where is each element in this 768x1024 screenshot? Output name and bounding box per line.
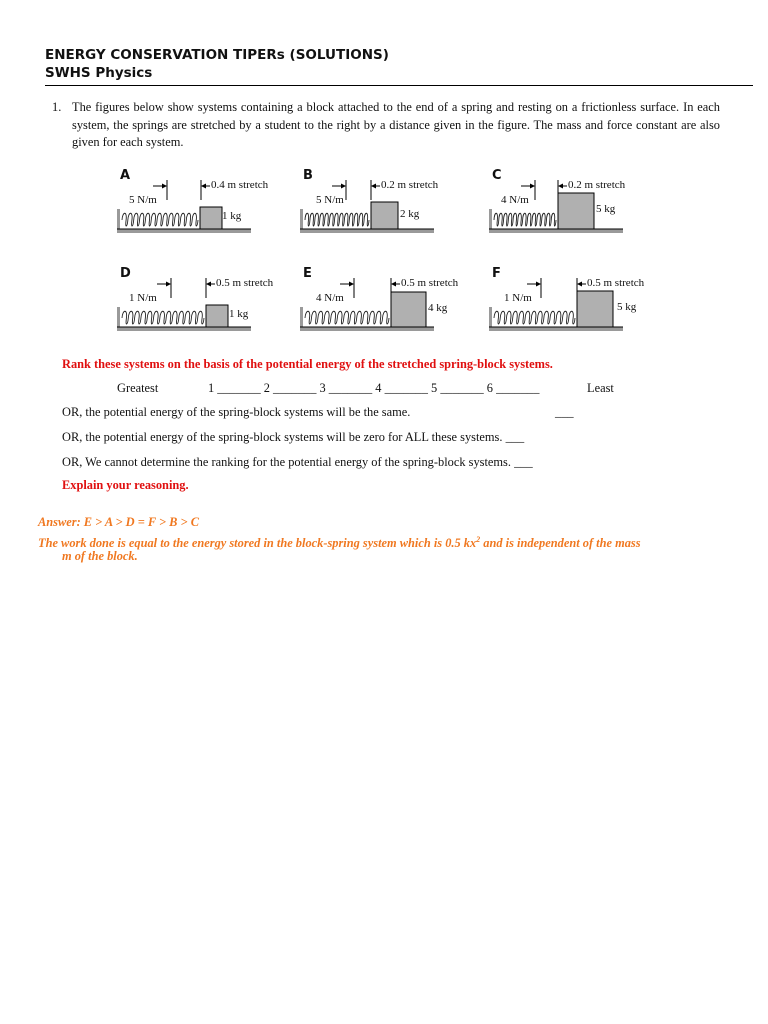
- block: [371, 202, 398, 229]
- answer-superscript: 2: [476, 535, 481, 544]
- mass-label: 5 kg: [596, 203, 616, 215]
- floor: [300, 327, 434, 331]
- floor: [489, 327, 623, 331]
- rank-prompt: Rank these systems on the basis of the potential energy of the stretched spring-block systems.: [62, 357, 553, 371]
- explain-prompt: Explain your reasoning.: [62, 478, 189, 492]
- option-cannot-text: OR, We cannot determine the ranking for the potential energy of the spring-block systems.: [62, 455, 511, 469]
- option-cannot-determine: [62, 455, 533, 470]
- floor: [489, 229, 623, 233]
- spring-constant-label: 1 N/m: [504, 292, 532, 304]
- system-letter: D: [120, 266, 131, 281]
- option-same-blank: ___: [555, 405, 574, 419]
- stretch-label: 0.5 m stretch: [401, 277, 459, 289]
- system-letter: A: [120, 168, 131, 183]
- stretch-arrowhead-left: [162, 184, 167, 189]
- answer-text-b: and is independent of the mass: [480, 536, 641, 551]
- spring-coil: [122, 311, 204, 324]
- ranking-greatest: Greatest: [117, 381, 159, 395]
- option-cannot-blank: ___: [514, 455, 533, 469]
- spring-constant-label: 1 N/m: [129, 292, 157, 304]
- document-title: ENERGY CONSERVATION TIPERs (SOLUTIONS): [45, 47, 389, 63]
- spring-constant-label: 5 N/m: [316, 194, 344, 206]
- mass-label: 4 kg: [428, 301, 448, 314]
- stretch-arrowhead-left: [536, 282, 541, 287]
- stretch-label: 0.2 m stretch: [381, 179, 439, 191]
- answer-text-a: The work done is equal to the energy stored in the block-spring system which is 0.5 kx: [38, 536, 477, 551]
- floor: [117, 327, 251, 331]
- stretch-arrowhead-left: [341, 184, 346, 189]
- block: [577, 291, 613, 327]
- wall: [117, 209, 120, 231]
- document-subtitle: SWHS Physics: [45, 65, 153, 81]
- stretch-label: 0.5 m stretch: [587, 277, 645, 289]
- block: [391, 292, 426, 327]
- block: [206, 305, 228, 327]
- wall: [489, 307, 492, 329]
- wall: [300, 209, 303, 231]
- wall: [300, 307, 303, 329]
- floor: [117, 229, 251, 233]
- floor: [300, 229, 434, 233]
- question-number: 1.: [52, 100, 62, 114]
- stretch-label: 0.2 m stretch: [568, 179, 626, 191]
- option-zero: [62, 430, 524, 445]
- wall: [117, 307, 120, 329]
- option-zero-text: OR, the potential energy of the spring-block systems will be zero for ALL these systems.: [62, 430, 503, 444]
- system-letter: F: [492, 266, 501, 281]
- option-same: OR, the potential energy of the spring-block systems will be the same.: [62, 405, 411, 419]
- system-letter: B: [303, 168, 313, 183]
- spring-coil: [494, 213, 556, 226]
- document-header: [45, 46, 753, 86]
- spring-coil: [494, 311, 575, 324]
- question-text: The figures below show systems containing a block attached to the end of a spring and resting on a frictionless surface. In each system, the springs are stretched by a student to the right by a distance given in the figure. The mass and force constant are also given for each system.: [72, 100, 720, 149]
- block: [558, 193, 594, 229]
- stretch-arrowhead-left: [530, 184, 535, 189]
- wall: [489, 209, 492, 231]
- stretch-arrowhead-left: [166, 282, 171, 287]
- stretch-label: 0.5 m stretch: [216, 277, 274, 289]
- mass-label: 5 kg: [617, 301, 637, 313]
- spring-constant-label: 4 N/m: [501, 194, 529, 206]
- stretch-arrowhead-left: [349, 282, 354, 287]
- mass-label: 1 kg: [229, 308, 249, 320]
- spring-constant-label: 5 N/m: [129, 194, 157, 206]
- question-1: [52, 99, 720, 152]
- spring-coil: [122, 213, 198, 226]
- ranking-blanks: 1 _______ 2 _______ 3 _______ 4 _______ 5 _______ 6 _______: [208, 381, 540, 395]
- answer-line-1: Answer: E > A > D = F > B > C: [38, 515, 199, 529]
- spring-constant-label: 4 N/m: [316, 292, 344, 304]
- system-letter: C: [492, 168, 502, 183]
- option-zero-blank: ___: [505, 430, 525, 444]
- ranking-least: Least: [587, 381, 614, 395]
- header-rule: [45, 85, 753, 86]
- mass-label: 1 kg: [222, 210, 242, 222]
- spring-coil: [305, 213, 369, 226]
- block: [200, 207, 222, 229]
- answer-line-3: m of the block.: [62, 549, 138, 563]
- stretch-label: 0.4 m stretch: [211, 179, 269, 191]
- mass-label: 2 kg: [400, 207, 420, 220]
- spring-coil: [305, 311, 389, 324]
- system-letter: E: [303, 266, 312, 281]
